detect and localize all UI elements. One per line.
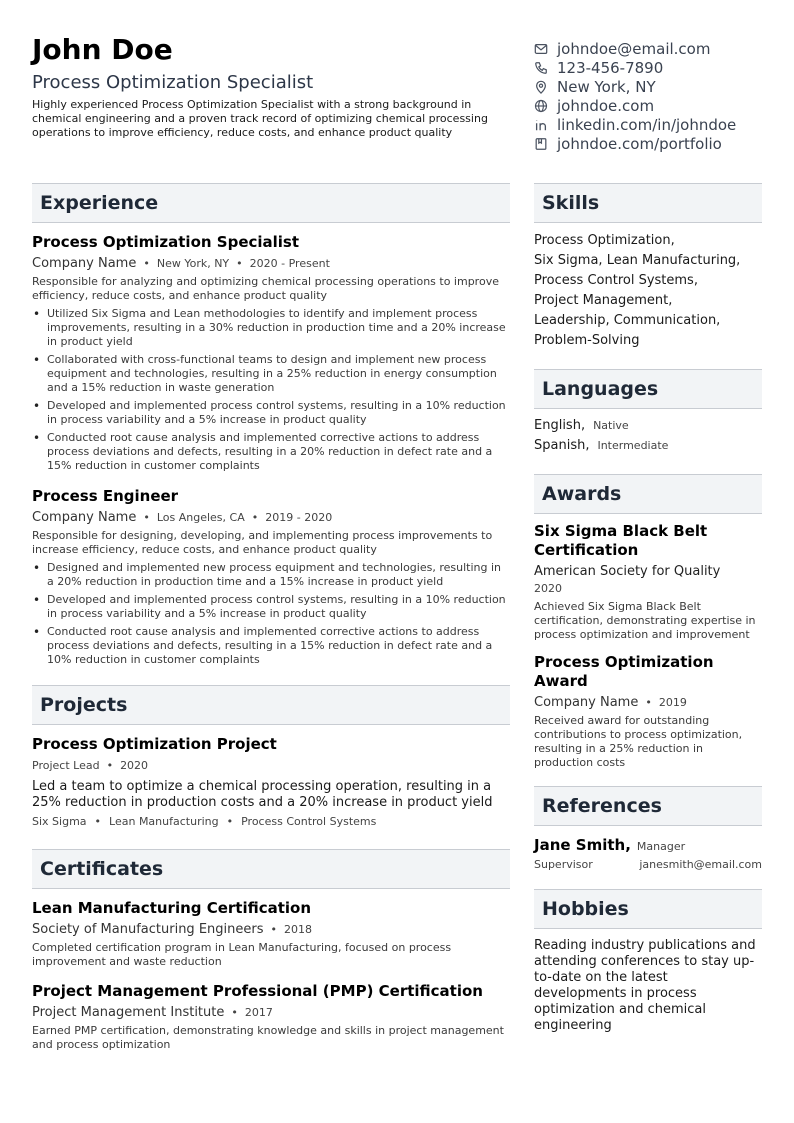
award-title: Process Optimization Award <box>534 653 714 690</box>
award-org: Company Name <box>534 695 639 710</box>
award-year: 2019 <box>658 696 687 709</box>
skills-list <box>534 231 762 351</box>
reference-header <box>534 835 762 854</box>
job-location: Los Angeles, CA <box>156 511 245 524</box>
tag: Lean Manufacturing <box>109 815 219 828</box>
list-item: • Developed and implemented process control systems, resulting in a 10% reduction in process variability and a 5% increase in product quality <box>47 399 510 427</box>
award-title: Six Sigma Black Belt Certification <box>534 522 708 559</box>
language-level: Intermediate <box>597 439 669 452</box>
award-entry <box>534 653 762 770</box>
list-item: • Conducted root cause analysis and implemented corrective actions to address process deviations and defects, resulting in a 15% reduction in defect rate and a 10% reduction in customer complaints <box>47 625 510 667</box>
list-item: • Utilized Six Sigma and Lean methodologies to identify and implement process improvements, resulting in a 30% reduction in production time and a 20% increase in product yield <box>47 307 510 349</box>
candidate-name: John Doe <box>32 33 173 66</box>
project-year: 2020 <box>120 759 149 772</box>
tag: Process Control Systems <box>241 815 377 828</box>
header <box>32 32 502 140</box>
certificate-title: Lean Manufacturing Certification <box>32 899 312 917</box>
skill-line: Six Sigma, Lean Manufacturing, <box>534 253 741 268</box>
certificates-heading: Certificates <box>32 849 510 889</box>
main-column <box>32 183 510 1052</box>
list-item: • Designed and implemented new process equipment and technologies, resulting in a 20% reduction in production time and a 15% increase in product yield <box>47 561 510 589</box>
project-title: Process Optimization Project <box>32 735 277 753</box>
contact-email[interactable] <box>534 39 774 58</box>
contact-text: johndoe.com <box>557 96 655 115</box>
job-dates: 2020 - Present <box>249 257 330 270</box>
contact-location <box>534 77 774 96</box>
candidate-title: Process Optimization Specialist <box>32 72 314 93</box>
certificate-title: Project Management Professional (PMP) Certification <box>32 982 483 1000</box>
job-location: New York, NY <box>156 257 230 270</box>
award-description: Achieved Six Sigma Black Belt certification, demonstrating expertise in process optimization and improvement <box>534 600 756 641</box>
globe-icon <box>534 99 548 113</box>
contact-website[interactable] <box>534 96 774 115</box>
language-item <box>534 436 762 456</box>
phone-icon <box>534 61 548 75</box>
mail-icon <box>534 42 548 56</box>
contact-phone[interactable] <box>534 58 774 77</box>
awards-heading: Awards <box>534 474 762 514</box>
contact-text: 123-456-7890 <box>557 58 664 77</box>
contact-linkedin[interactable] <box>534 115 774 134</box>
project-meta: Project Lead • 2020 <box>32 759 149 772</box>
job-title: Process Optimization Specialist <box>32 233 300 251</box>
reference-details <box>534 858 762 871</box>
project-role: Project Lead <box>32 759 100 772</box>
job-bullets <box>32 561 510 667</box>
language-name: Spanish, <box>534 438 590 453</box>
project-entry <box>32 735 510 829</box>
job-description: Responsible for designing, developing, and implementing process improvements to increase efficiency, reduce costs, and enhance product quality <box>32 529 493 556</box>
references-heading: References <box>534 786 762 826</box>
languages-heading: Languages <box>534 369 762 409</box>
language-item <box>534 416 762 436</box>
job-meta: Company Name • Los Angeles, CA • 2019 - 2020 <box>32 510 333 525</box>
contact-text: johndoe.com/portfolio <box>557 134 722 153</box>
job-entry <box>32 233 510 473</box>
certificate-description: Completed certification program in Lean Manufacturing, focused on process improvement and waste reduction <box>32 941 452 968</box>
job-meta: Company Name • New York, NY • 2020 - Present <box>32 256 330 271</box>
hobbies-text: Reading industry publications and attending conferences to stay up-to-date on the latest developments in process optimization and chemical engineering <box>534 938 756 1033</box>
projects-heading: Projects <box>32 685 510 725</box>
award-meta: Company Name • 2019 <box>534 695 687 710</box>
job-description: Responsible for analyzing and optimizing chemical processing operations to improve efficiency, reduce costs, and enhance product quality <box>32 275 499 302</box>
certificate-issuer: Project Management Institute <box>32 1005 225 1020</box>
hobbies-heading: Hobbies <box>534 889 762 929</box>
tag: Six Sigma <box>32 815 87 828</box>
skill-line: Leadership, Communication, <box>534 313 721 328</box>
job-entry <box>32 487 510 667</box>
certificate-entry <box>32 899 510 969</box>
location-icon <box>534 80 548 94</box>
certificate-description: Earned PMP certification, demonstrating knowledge and skills in project management and process optimization <box>32 1024 504 1051</box>
contact-text: New York, NY <box>557 77 656 96</box>
list-item: • Conducted root cause analysis and implemented corrective actions to address process deviations and defects, resulting in a 20% reduction in defect rate and a 15% reduction in customer complaints <box>47 431 510 473</box>
company-name: Company Name <box>32 256 137 271</box>
linkedin-icon <box>534 118 548 132</box>
job-title: Process Engineer <box>32 487 179 505</box>
contact-list <box>534 39 774 153</box>
award-year: 2020 <box>534 582 562 595</box>
language-name: English, <box>534 418 586 433</box>
list-item: • Developed and implemented process control systems, resulting in a 10% reduction in process variability and a 5% increase in product quality <box>47 593 510 621</box>
reference-title: Manager <box>636 840 686 853</box>
skills-heading: Skills <box>534 183 762 223</box>
skill-line: Process Optimization, <box>534 233 675 248</box>
reference-name: Jane Smith, <box>534 836 631 854</box>
job-bullets <box>32 307 510 473</box>
certificate-meta: Society of Manufacturing Engineers • 2018 <box>32 922 312 937</box>
certificate-year: 2017 <box>244 1006 273 1019</box>
language-level: Native <box>593 419 629 432</box>
project-tags: Six Sigma • Lean Manufacturing • Process Control Systems <box>32 815 377 828</box>
skill-line: Problem-Solving <box>534 333 640 348</box>
contact-text: johndoe@email.com <box>557 39 711 58</box>
contact-portfolio[interactable] <box>534 134 774 153</box>
experience-heading: Experience <box>32 183 510 223</box>
job-dates: 2019 - 2020 <box>265 511 333 524</box>
certificate-meta: Project Management Institute • 2017 <box>32 1005 273 1020</box>
certificate-issuer: Society of Manufacturing Engineers <box>32 922 264 937</box>
contact-text: linkedin.com/in/johndoe <box>557 115 737 134</box>
company-name: Company Name <box>32 510 137 525</box>
project-description: Led a team to optimize a chemical processing operation, resulting in a 25% reduction in production costs and a 20% increase in product yield <box>32 779 493 810</box>
languages-list <box>534 416 762 456</box>
skill-line: Project Management, <box>534 293 673 308</box>
award-entry <box>534 522 762 642</box>
skill-line: Process Control Systems, <box>534 273 698 288</box>
award-description: Received award for outstanding contributions to process optimization, resulting in a 25% reduction in production costs <box>534 714 743 769</box>
reference-relation: Supervisor <box>534 858 593 871</box>
sidebar-column <box>534 183 762 1034</box>
summary: Highly experienced Process Optimization Specialist with a strong background in chemical engineering and a proven track record of optimizing chemical processing operations to improve efficiency, reduce costs, and enhance product quality <box>32 98 488 139</box>
reference-email[interactable]: janesmith@email.com <box>639 858 762 871</box>
certificate-year: 2018 <box>284 923 312 936</box>
portfolio-icon <box>534 137 548 151</box>
reference-entry <box>534 835 762 871</box>
certificate-entry <box>32 982 510 1052</box>
award-org: American Society for Quality <box>534 564 721 579</box>
list-item: • Collaborated with cross-functional teams to design and implement new process equipment and technologies, resulting in a 25% reduction in energy consumption and a 15% reduction in waste generation <box>47 353 510 395</box>
